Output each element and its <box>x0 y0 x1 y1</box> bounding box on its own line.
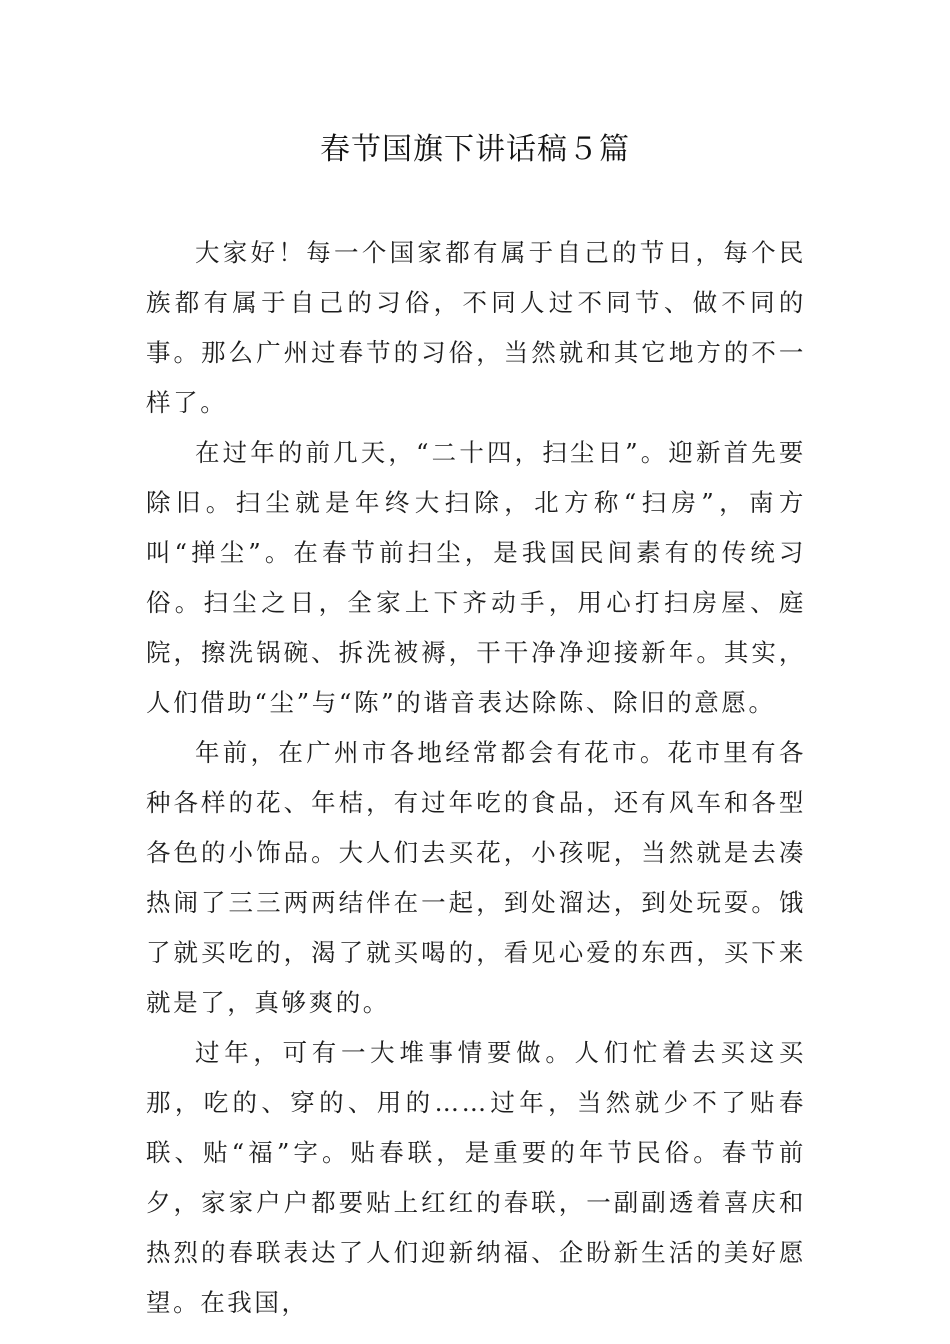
paragraph-spring-couplets: 过年，可有一大堆事情要做。人们忙着去买这买那，吃的、穿的、用的……过年，当然就少不了贴春联、贴“福”字。贴春联，是重要的年节民俗。春节前夕，家家户户都要贴上红红的春联，一副副透着喜庆和热烈的春联表达了人们迎新纳福、企盼新生活的美好愿望。在我国， <box>146 1038 806 1317</box>
document-title: 春节国旗下讲话稿５篇 <box>320 132 630 167</box>
paragraph-sweeping-dust: 在过年的前几天，“二十四，扫尘日”。迎新首先要除旧。扫尘就是年终大扫除，北方称“扫房”，南方叫“掸尘”。在春节前扫尘，是我国民间素有的传统习俗。扫尘之日，全家上下齐动手，用心打扫房屋、庭院，擦洗锅碗、拆洗被褥，干干净净迎接新年。其实，人们借助“尘”与“陈”的谐音表达除陈、除旧的意愿。 <box>146 438 806 717</box>
document-body <box>146 228 806 1328</box>
paragraph-flower-market: 年前，在广州市各地经常都会有花市。花市里有各种各样的花、年桔，有过年吃的食品，还有风车和各型各色的小饰品。大人们去买花，小孩呢，当然就是去凑热闹了三三两两结伴在一起，到处溜达，到处玩耍。饿了就买吃的，渴了就买喝的，看见心爱的东西，买下来就是了，真够爽的。 <box>146 738 806 1017</box>
paragraph-greeting: 大家好！每一个国家都有属于自己的节日，每个民族都有属于自己的习俗，不同人过不同节、做不同的事。那么广州过春节的习俗，当然就和其它地方的不一样了。 <box>146 238 806 417</box>
